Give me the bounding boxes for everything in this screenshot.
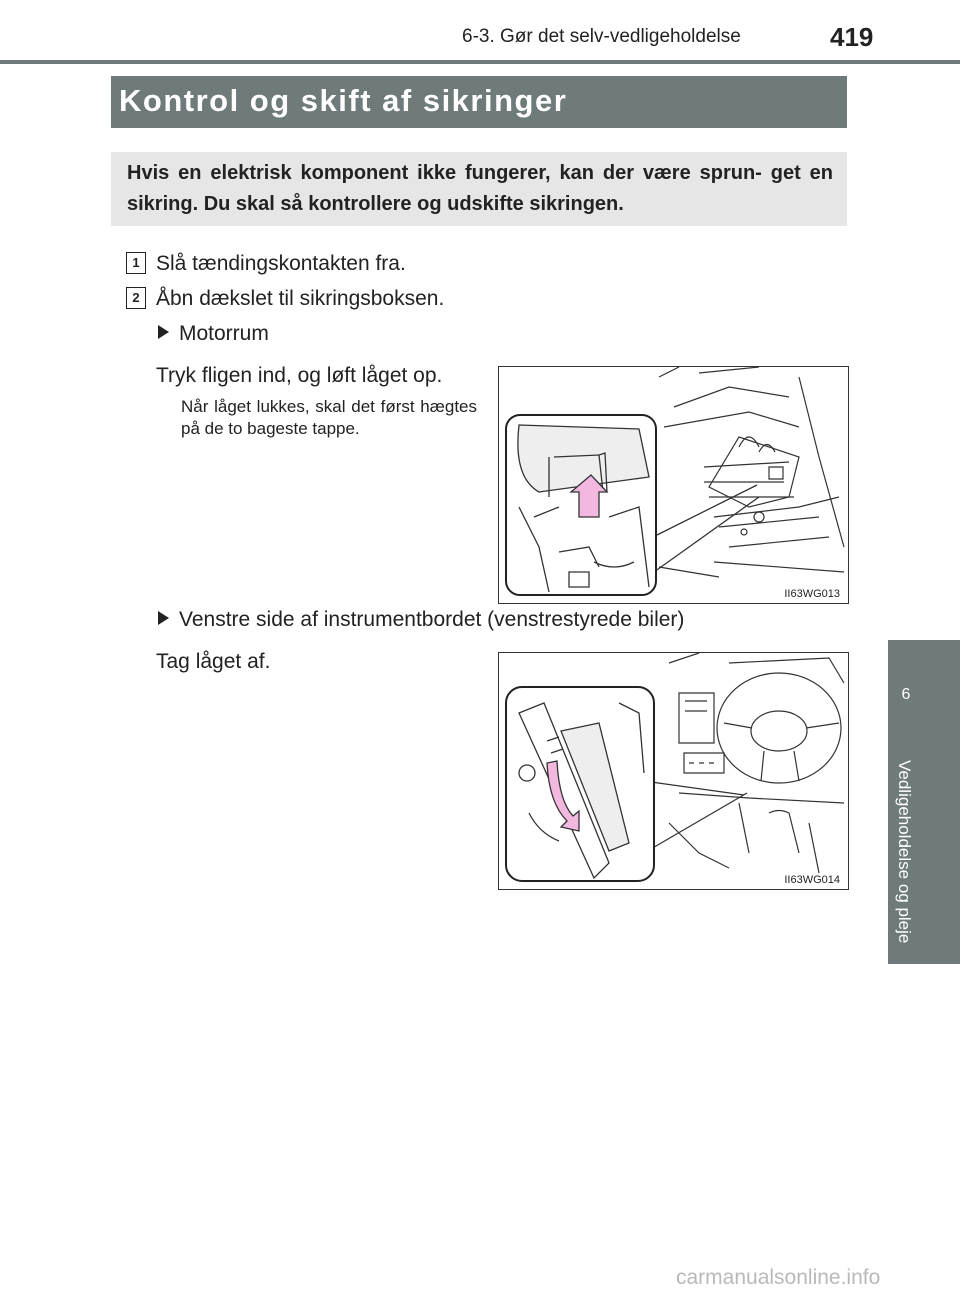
chapter-number: 6 [901, 686, 911, 703]
title-bar [111, 76, 847, 128]
section-header: 6-3. Gør det selv-vedligeholdelse [462, 26, 741, 47]
engine-fuse-box-illustration [499, 367, 848, 603]
figure-code-1: II63WG013 [784, 588, 840, 600]
figure-engine-room [498, 366, 849, 604]
figure-left-dashboard [498, 652, 849, 890]
step-number-1: 1 [126, 252, 146, 274]
intro-box [111, 152, 847, 226]
note-engine-room: Når låget lukkes, skal det først hægtes på de to bageste tappe. [181, 397, 477, 438]
dashboard-fuse-box-illustration [499, 653, 848, 889]
page-title: Kontrol og skift af sikringer [119, 83, 568, 118]
instruction-left-dashboard: Tag låget af. [156, 650, 271, 673]
bullet-left-dashboard [158, 608, 684, 632]
header-rule [0, 60, 960, 64]
intro-text: Hvis en elektrisk komponent ikke fungerer, kan der være sprun- get en sikring. Du skal så kontrollere og udskifte sikringen. [127, 162, 833, 215]
page-number: 419 [830, 22, 874, 52]
bullet-engine-room [158, 322, 269, 346]
step-text-1: Slå tændingskontakten fra. [156, 252, 406, 275]
figure-code-2: II63WG014 [784, 874, 840, 886]
triangle-bullet-icon [158, 325, 169, 339]
zoom-inset [506, 687, 654, 881]
step-text-2: Åbn dækslet til sikringsboksen. [156, 287, 445, 310]
chapter-title: Vedligeholdelse og pleje [895, 760, 914, 944]
watermark: carmanualsonline.info [676, 1266, 881, 1289]
bullet-label: Motorrum [179, 322, 269, 345]
instruction-engine-room: Tryk fligen ind, og løft låget op. [156, 364, 443, 387]
triangle-bullet-icon [158, 611, 169, 625]
bullet-label: Venstre side af instrumentbordet (venstrestyrede biler) [179, 608, 685, 631]
step-number-2: 2 [126, 287, 146, 309]
